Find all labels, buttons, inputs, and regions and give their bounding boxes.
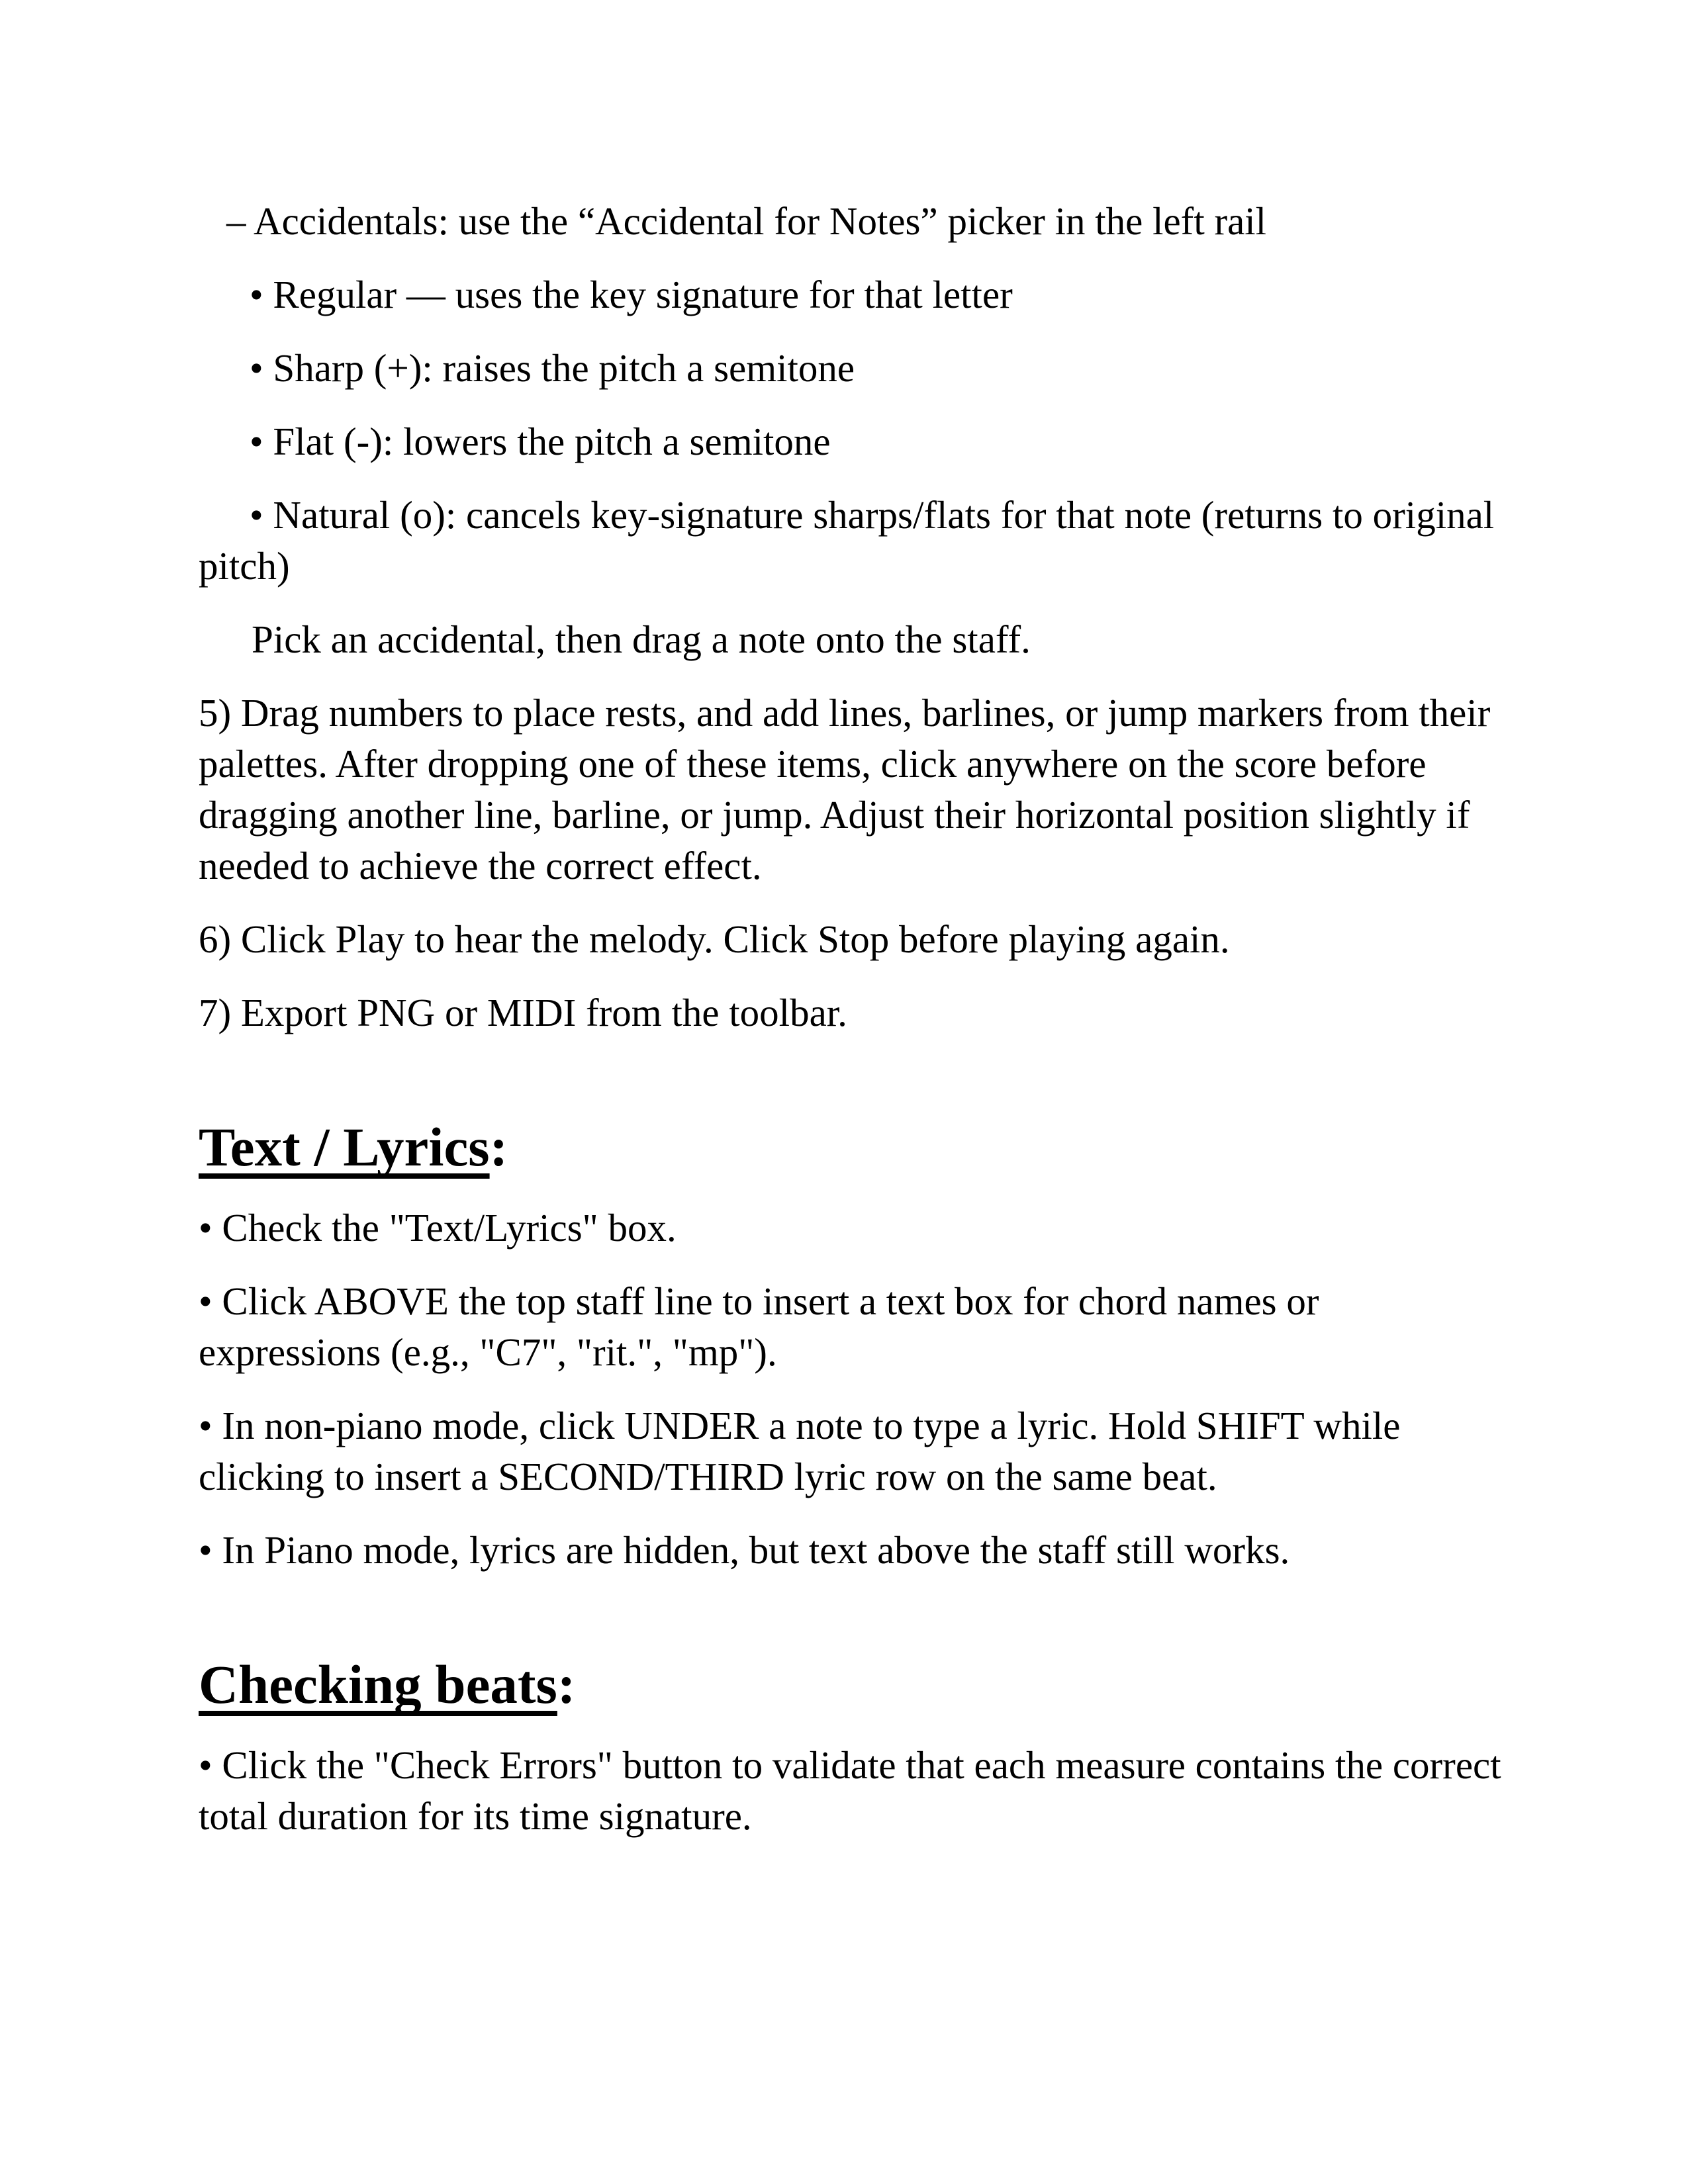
- accidentals-intro-line: – Accidentals: use the “Accidental for Notes” picker in the left rail: [226, 199, 1267, 243]
- section-heading-checking-beats: [199, 1650, 1489, 1719]
- step-5-line-2: palettes. After dropping one of these items, click anywhere on the score before: [199, 742, 1427, 786]
- bullet-natural-line-2: pitch): [199, 544, 290, 588]
- step-6-line: 6) Click Play to hear the melody. Click Stop before playing again.: [199, 917, 1230, 961]
- pick-accidental-line: Pick an accidental, then drag a note onto the staff.: [252, 617, 1031, 661]
- step-6-paragraph: [199, 914, 1489, 965]
- accidentals-intro-paragraph: [199, 196, 1489, 247]
- bullet-sharp-paragraph: [199, 343, 1489, 394]
- bullet-regular-line: • Regular — uses the key signature for that letter: [250, 273, 1013, 316]
- text-lyrics-bullet-2-line-2: expressions (e.g., "C7", "rit.", "mp").: [199, 1330, 777, 1374]
- step-7-line: 7) Export PNG or MIDI from the toolbar.: [199, 991, 847, 1034]
- heading-text-lyrics-label: Text / Lyrics: [199, 1116, 490, 1177]
- step-5-line-3: dragging another line, barline, or jump. Adjust their horizontal position slightly if: [199, 793, 1470, 837]
- checking-beats-bullet-1-paragraph: [199, 1740, 1501, 1842]
- bullet-flat-line: • Flat (-): lowers the pitch a semitone: [250, 420, 831, 463]
- heading-text-lyrics-colon: :: [489, 1116, 508, 1177]
- checking-beats-bullet-1-line-2: total duration for its time signature.: [199, 1794, 752, 1838]
- step-5-paragraph: [199, 688, 1489, 891]
- bullet-sharp-line: • Sharp (+): raises the pitch a semitone: [250, 346, 855, 390]
- bullet-flat-paragraph: [199, 416, 1489, 467]
- step-7-paragraph: [199, 987, 1489, 1038]
- bullet-natural-line-1: • Natural (o): cancels key-signature sharps/flats for that note (returns to original: [250, 493, 1495, 537]
- pick-accidental-paragraph: [199, 614, 1489, 665]
- heading-checking-beats-label: Checking beats: [199, 1654, 557, 1715]
- heading-checking-beats-colon: :: [557, 1654, 576, 1715]
- checking-beats-bullet-1-line-1: • Click the "Check Errors" button to validate that each measure contains the correct: [199, 1743, 1501, 1787]
- step-5-line-1: 5) Drag numbers to place rests, and add lines, barlines, or jump markers from their: [199, 691, 1491, 735]
- bullet-natural-paragraph: [199, 490, 1495, 592]
- text-lyrics-bullet-2-line-1: • Click ABOVE the top staff line to insert a text box for chord names or: [199, 1279, 1319, 1323]
- text-lyrics-bullet-1-line: • Check the "Text/Lyrics" box.: [199, 1206, 677, 1250]
- text-lyrics-bullet-3-line-2: clicking to insert a SECOND/THIRD lyric row on the same beat.: [199, 1455, 1217, 1498]
- step-5-line-4: needed to achieve the correct effect.: [199, 844, 762, 887]
- text-lyrics-bullet-4-line: • In Piano mode, lyrics are hidden, but text above the staff still works.: [199, 1528, 1290, 1572]
- text-lyrics-bullet-4-paragraph: [199, 1525, 1489, 1576]
- text-lyrics-bullet-3-paragraph: [199, 1400, 1489, 1502]
- text-lyrics-bullet-2-paragraph: [199, 1276, 1489, 1378]
- text-lyrics-bullet-1-paragraph: [199, 1203, 1489, 1253]
- text-lyrics-bullet-3-line-1: • In non-piano mode, click UNDER a note to type a lyric. Hold SHIFT while: [199, 1404, 1401, 1447]
- bullet-regular-paragraph: [199, 269, 1489, 320]
- section-heading-text-lyrics: [199, 1113, 1489, 1181]
